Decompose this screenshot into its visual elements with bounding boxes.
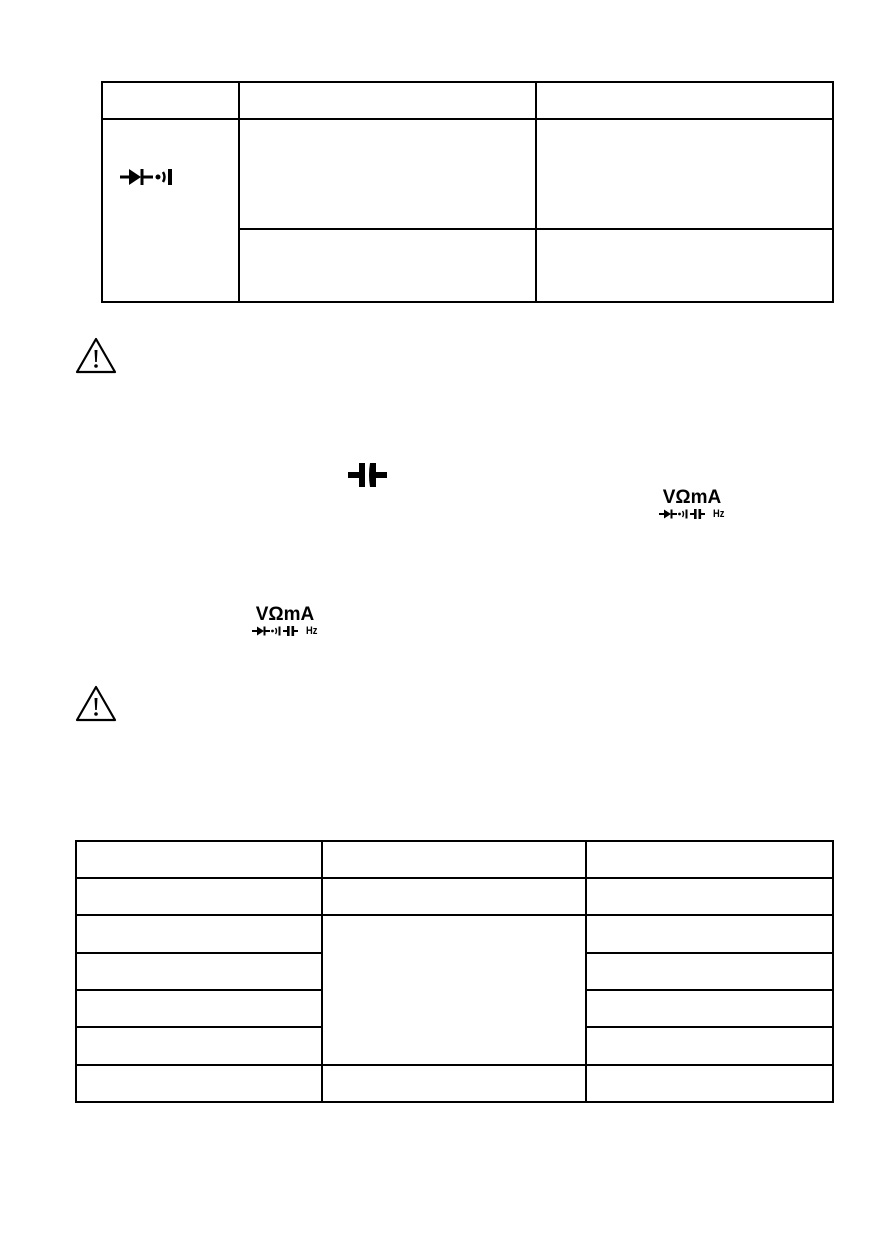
- description-cell: [536, 119, 833, 229]
- table-cell: [76, 915, 322, 953]
- warning-triangle-icon: [75, 337, 117, 374]
- input-jack-label: [652, 488, 732, 520]
- description-cell: [536, 229, 833, 302]
- capacitor-icon: [348, 462, 388, 488]
- diode-buzzer-capacitor-icons: [659, 508, 709, 520]
- table-row: [102, 119, 833, 229]
- range-cell: [239, 119, 536, 229]
- header-cell-description: [536, 82, 833, 119]
- table-row: [76, 915, 833, 953]
- table-row: [76, 1065, 833, 1102]
- table-cell: [322, 878, 586, 915]
- table-cell: [76, 878, 322, 915]
- jack-label-top: VΩmA: [662, 487, 722, 508]
- table-cell: [322, 841, 586, 878]
- diode-buzzer-capacitor-icons: [252, 625, 302, 637]
- table-cell: [586, 1027, 833, 1065]
- capacitance-range-table: [75, 840, 834, 1103]
- table-cell: [586, 878, 833, 915]
- warning-triangle-icon: [75, 685, 117, 722]
- table-header-row: [76, 841, 833, 878]
- jack-label-hz: Hz: [712, 507, 725, 520]
- table-cell: [76, 1027, 322, 1065]
- jack-label-hz: Hz: [305, 624, 318, 637]
- table-cell: [586, 953, 833, 990]
- table-cell: [586, 915, 833, 953]
- table-cell: [586, 990, 833, 1027]
- table-row: [76, 878, 833, 915]
- table-header-row: [102, 82, 833, 119]
- table-cell: [76, 841, 322, 878]
- table-cell: [76, 990, 322, 1027]
- jack-label-top: VΩmA: [255, 604, 315, 625]
- range-cell: [239, 229, 536, 302]
- table-cell: [586, 1065, 833, 1102]
- diode-buzzer-icon: [119, 166, 179, 188]
- diode-continuity-table: [101, 81, 834, 303]
- table-cell: [322, 1065, 586, 1102]
- table-cell: [586, 841, 833, 878]
- table-cell: [76, 1065, 322, 1102]
- table-cell: [76, 953, 322, 990]
- input-jack-label: [245, 605, 325, 637]
- header-cell-function: [102, 82, 239, 119]
- header-cell-range: [239, 82, 536, 119]
- table-cell-merged: [322, 915, 586, 1065]
- function-cell: [102, 119, 239, 302]
